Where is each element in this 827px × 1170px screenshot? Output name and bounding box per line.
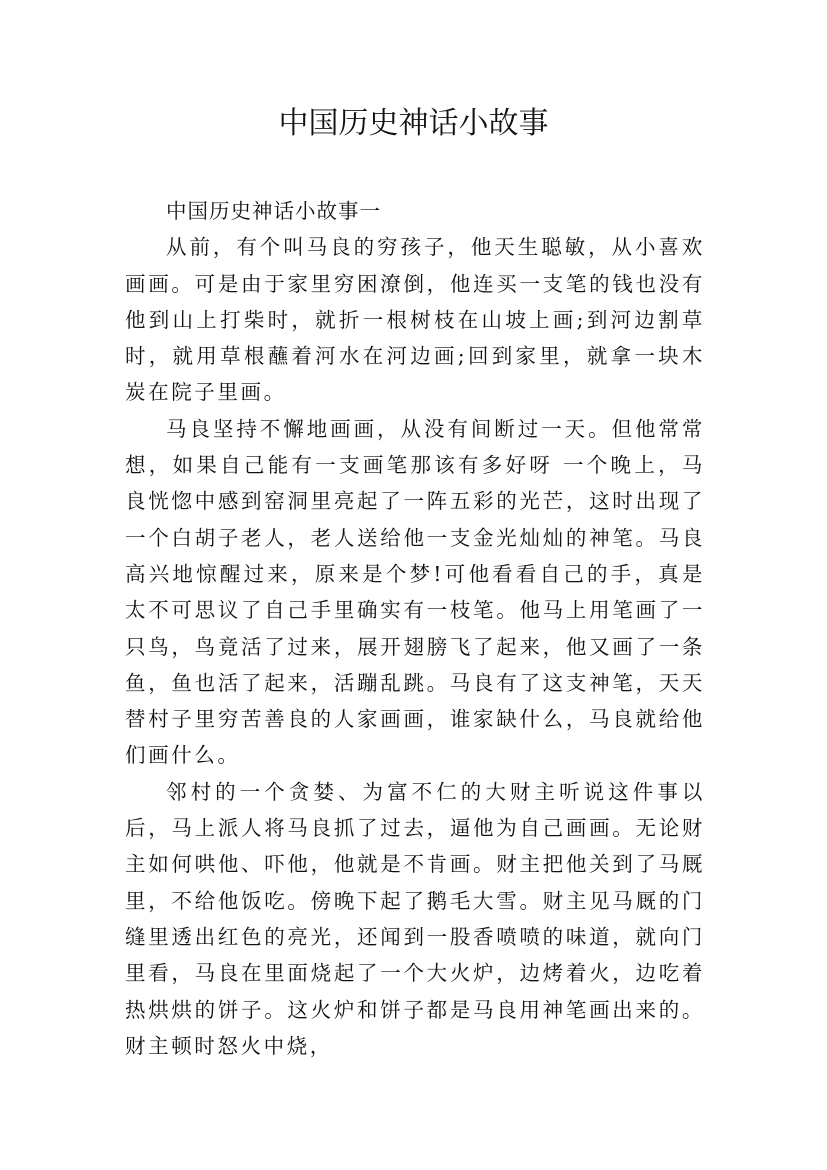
paragraph-2: 马良坚持不懈地画画，从没有间断过一天。但他常常想，如果自己能有一支画笔那该有多好呀 一个晚上，马良恍惚中感到窑洞里亮起了一阵五彩的光芒，这时出现了一个白胡子老人，老人送给他一支金光灿灿的神笔。马良高兴地惊醒过来，原来是个梦!可他看看自己的手，真是太不可思议了自己手里确实有一枝笔。他马上用笔画了一只鸟，鸟竟活了过来，展开翅膀飞了起来，他又画了一条鱼，鱼也活了起来，活蹦乱跳。马良有了这支神笔，天天替村子里穷苦善良的人家画画，谁家缺什么，马良就给他们画什么。 [125,416,705,768]
section-heading: 中国历史神话小故事一 [166,199,381,223]
paragraph-3: 邻村的一个贪婪、为富不仁的大财主听说这件事以后，马上派人将马良抓了过去，逼他为自己画画。无论财主如何哄他、吓他，他就是不肯画。财主把他关到了马厩里，不给他饭吃。傍晚下起了鹅毛大雪。财主见马厩的门缝里透出红色的亮光，还闻到一股香喷喷的味道，就向门里看，马良在里面烧起了一个大火炉，边烤着火，边吃着热烘烘的饼子。这火炉和饼子都是马良用神笔画出来的。财主顿时怒火中烧， [125,779,705,1058]
paragraph-1: 从前，有个叫马良的穷孩子，他天生聪敏，从小喜欢画画。可是由于家里穷困潦倒，他连买一支笔的钱也没有 他到山上打柴时，就折一根树枝在山坡上画;到河边割草时，就用草根蘸着河水在河边画;回到家里，就拿一块木炭在院子里画。 [125,235,705,405]
document-body [125,193,705,1064]
document-title: 中国历史神话小故事 [278,106,549,141]
